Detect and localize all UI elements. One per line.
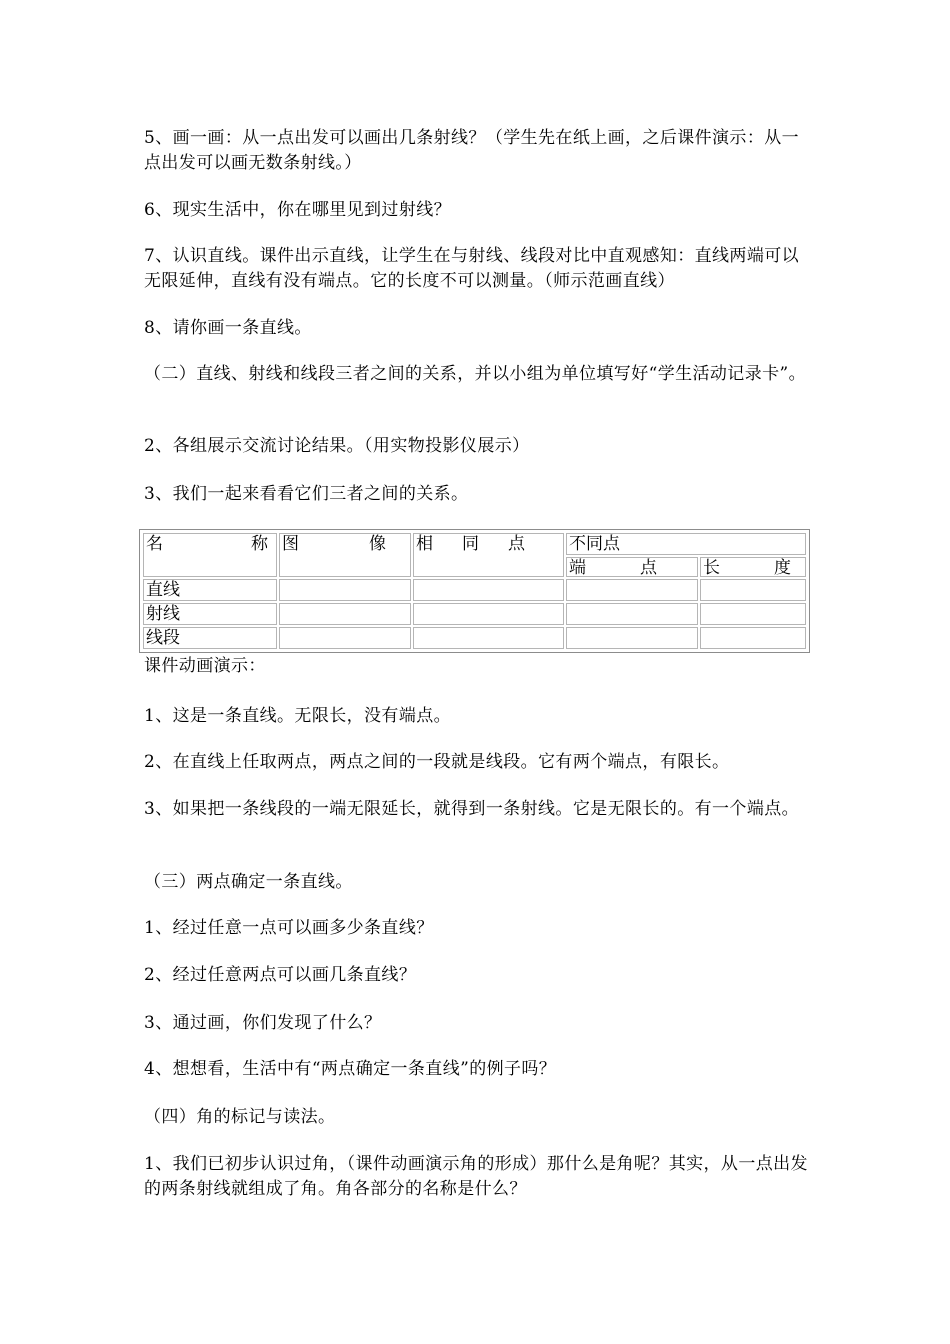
header-name-char-1: 名	[146, 534, 163, 554]
paragraph-2-group-share: 2、各组展示交流讨论结果。（用实物投影仪展示）	[144, 436, 530, 456]
cell-line-length	[700, 579, 806, 601]
cell-line-endpoint	[566, 579, 698, 601]
header-length	[700, 557, 806, 577]
question-4-examples: 4、想想看，生活中有“两点确定一条直线”的例子吗？	[144, 1059, 557, 1079]
paragraph-3-relationship: 3、我们一起来看看它们三者之间的关系。	[144, 484, 469, 504]
header-image	[279, 533, 411, 577]
section-2-heading: （二）直线、射线和线段三者之间的关系，并以小组为单位填写好“学生活动记录卡”。	[144, 364, 806, 384]
demo-2-segment: 2、在直线上任取两点，两点之间的一段就是线段。它有两个端点，有限长。	[144, 752, 730, 772]
header-length-char-1: 长	[703, 558, 720, 577]
header-name-char-2: 称	[251, 534, 268, 554]
cell-ray-image	[279, 603, 411, 625]
cell-ray-same	[413, 603, 564, 625]
header-same-char-2: 同	[462, 534, 479, 554]
header-different-point: 不同点	[566, 533, 806, 555]
header-same-point	[413, 533, 564, 577]
cell-ray-length	[700, 603, 806, 625]
courseware-demo-heading: 课件动画演示：	[144, 656, 266, 676]
cell-segment-length	[700, 627, 806, 649]
header-length-char-2: 度	[774, 558, 791, 577]
cell-segment-image	[279, 627, 411, 649]
cell-line-same	[413, 579, 564, 601]
header-image-char-1: 图	[282, 534, 299, 554]
section-4-heading: （四）角的标记与读法。	[144, 1107, 336, 1127]
header-endpoint-char-2: 点	[640, 558, 657, 577]
header-same-char-3: 点	[508, 534, 525, 554]
demo-3-ray: 3、如果把一条线段的一端无限延长，就得到一条射线。它是无限长的。有一个端点。	[144, 799, 800, 819]
row-label-segment: 线段	[143, 627, 277, 649]
row-label-ray: 射线	[143, 603, 277, 625]
demo-1-line: 1、这是一条直线。无限长，没有端点。	[144, 706, 452, 726]
paragraph-7-know-lines: 7、认识直线。课件出示直线，让学生在与射线、线段对比中直观感知：直线两端可以无限延伸，直线有没有端点。它的长度不可以测量。（师示范画直线）	[144, 246, 800, 291]
question-1-one-point: 1、经过任意一点可以画多少条直线？	[144, 918, 434, 938]
cell-segment-same	[413, 627, 564, 649]
comparison-table	[139, 529, 810, 653]
cell-line-image	[279, 579, 411, 601]
header-name	[143, 533, 277, 577]
paragraph-6-rays-in-life: 6、现实生活中，你在哪里见到过射线？	[144, 200, 452, 220]
header-endpoint	[566, 557, 698, 577]
row-label-line: 直线	[143, 579, 277, 601]
section-3-heading: （三）两点确定一条直线。	[144, 872, 353, 892]
header-same-char-1: 相	[416, 534, 433, 554]
header-image-char-2: 像	[369, 534, 386, 554]
header-endpoint-char-1: 端	[569, 558, 586, 577]
paragraph-5-draw-rays: 5、画一画：从一点出发可以画出几条射线？（学生先在纸上画，之后课件演示：从一点出发可以画无数条射线。）	[144, 128, 800, 173]
question-2-two-points: 2、经过任意两点可以画几条直线？	[144, 965, 417, 985]
cell-segment-endpoint	[566, 627, 698, 649]
question-3-discovery: 3、通过画，你们发现了什么？	[144, 1013, 382, 1033]
paragraph-1-angle: 1、我们已初步认识过角，（课件动画演示角的形成）那什么是角呢？其实，从一点出发的两条射线就组成了角。角各部分的名称是什么？	[144, 1154, 808, 1199]
cell-ray-endpoint	[566, 603, 698, 625]
paragraph-8-draw-line: 8、请你画一条直线。	[144, 318, 312, 338]
